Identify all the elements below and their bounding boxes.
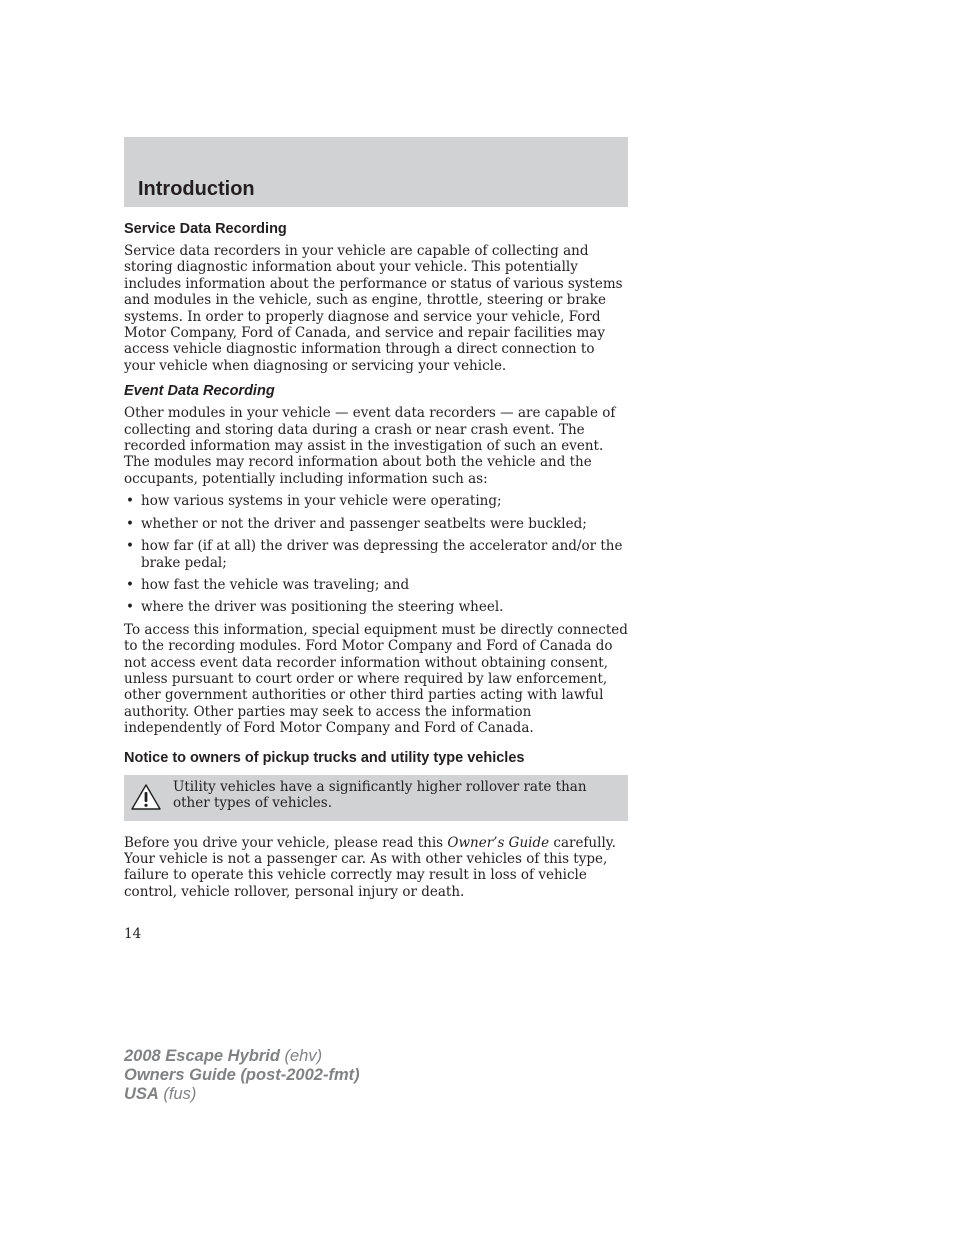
bullet-icon: • — [126, 538, 134, 555]
list-item — [124, 538, 628, 571]
main-content — [124, 220, 628, 900]
bullet-icon: • — [126, 493, 134, 510]
list-item — [124, 493, 628, 509]
notice-text-start: Before you drive your vehicle, please read this — [124, 834, 448, 851]
list-item-text: how various systems in your vehicle were operating; — [141, 493, 502, 510]
event-data-list — [124, 493, 628, 615]
service-data-heading: Service Data Recording — [124, 221, 287, 237]
list-item — [124, 577, 628, 593]
page-number: 14 — [124, 926, 142, 942]
footer-line-model — [124, 1047, 360, 1066]
list-item-text: how far (if at all) the driver was depressing the accelerator and/or the brake pedal; — [141, 538, 623, 571]
event-data-intro: Other modules in your vehicle — event data recorders — are capable of collecting and storing data during a crash or near crash event. The recorded information may assist in the investigation of such an event. The modules may record information about both the vehicle and the occupants, potentially including information such as: — [124, 405, 616, 487]
warning-box — [124, 775, 628, 821]
notice-text-end: carefully. Your vehicle is not a passenger car. As with other vehicles of this type, failure to operate this vehicle correctly may result in loss of vehicle control, vehicle rollover, personal injury or death. — [124, 834, 616, 900]
list-item — [124, 516, 628, 532]
notice-heading: Notice to owners of pickup trucks and utility type vehicles — [124, 749, 525, 766]
footer-line-guide — [124, 1066, 360, 1085]
warning-text: Utility vehicles have a significantly higher rollover rate than other types of vehicles. — [173, 778, 587, 811]
list-item — [124, 599, 628, 615]
footer-model-code: (ehv) — [279, 1047, 323, 1065]
footer-market: USA — [124, 1085, 159, 1103]
list-item-text: whether or not the driver and passenger seatbelts were buckled; — [141, 515, 587, 532]
footer-market-code: (fus) — [158, 1085, 197, 1103]
footer-guide: Owners Guide (post-2002-fmt) — [124, 1066, 360, 1084]
footer-line-market — [124, 1085, 360, 1104]
notice-paragraph — [124, 835, 628, 901]
owners-guide-reference: Owner’s Guide — [447, 834, 550, 851]
bullet-icon: • — [126, 599, 134, 616]
list-item-text: where the driver was positioning the steering wheel. — [141, 599, 504, 616]
list-item-text: how fast the vehicle was traveling; and — [141, 576, 410, 593]
event-data-heading: Event Data Recording — [124, 383, 275, 400]
header-band — [124, 137, 628, 207]
bullet-icon: • — [126, 515, 134, 532]
event-data-closing: To access this information, special equipment must be directly connected to the recording modules. Ford Motor Company and Ford of Canada do not access event data recorder information without obtaining consent, unless pursuant to court order or where required by law enforcement, other government authorities or other third parties acting with lawful authority. Other parties may seek to access the information independently of Ford Motor Company and Ford of Canada. — [124, 621, 628, 737]
bullet-icon: • — [126, 576, 134, 593]
page-title: Introduction — [138, 178, 255, 200]
service-data-paragraph: Service data recorders in your vehicle are capable of collecting and storing diagnostic information about your vehicle. This potentially includes information about the performance or status of various systems and modules in the vehicle, such as engine, throttle, steering or brake systems. In order to properly diagnose and service your vehicle, Ford Motor Company, Ford of Canada, and service and repair facilities may access vehicle diagnostic information through a direct connection to your vehicle when diagnosing or servicing your vehicle. — [124, 243, 623, 374]
warning-triangle-icon — [130, 783, 162, 811]
document-footer — [124, 1047, 360, 1104]
footer-model: 2008 Escape Hybrid — [124, 1047, 280, 1065]
